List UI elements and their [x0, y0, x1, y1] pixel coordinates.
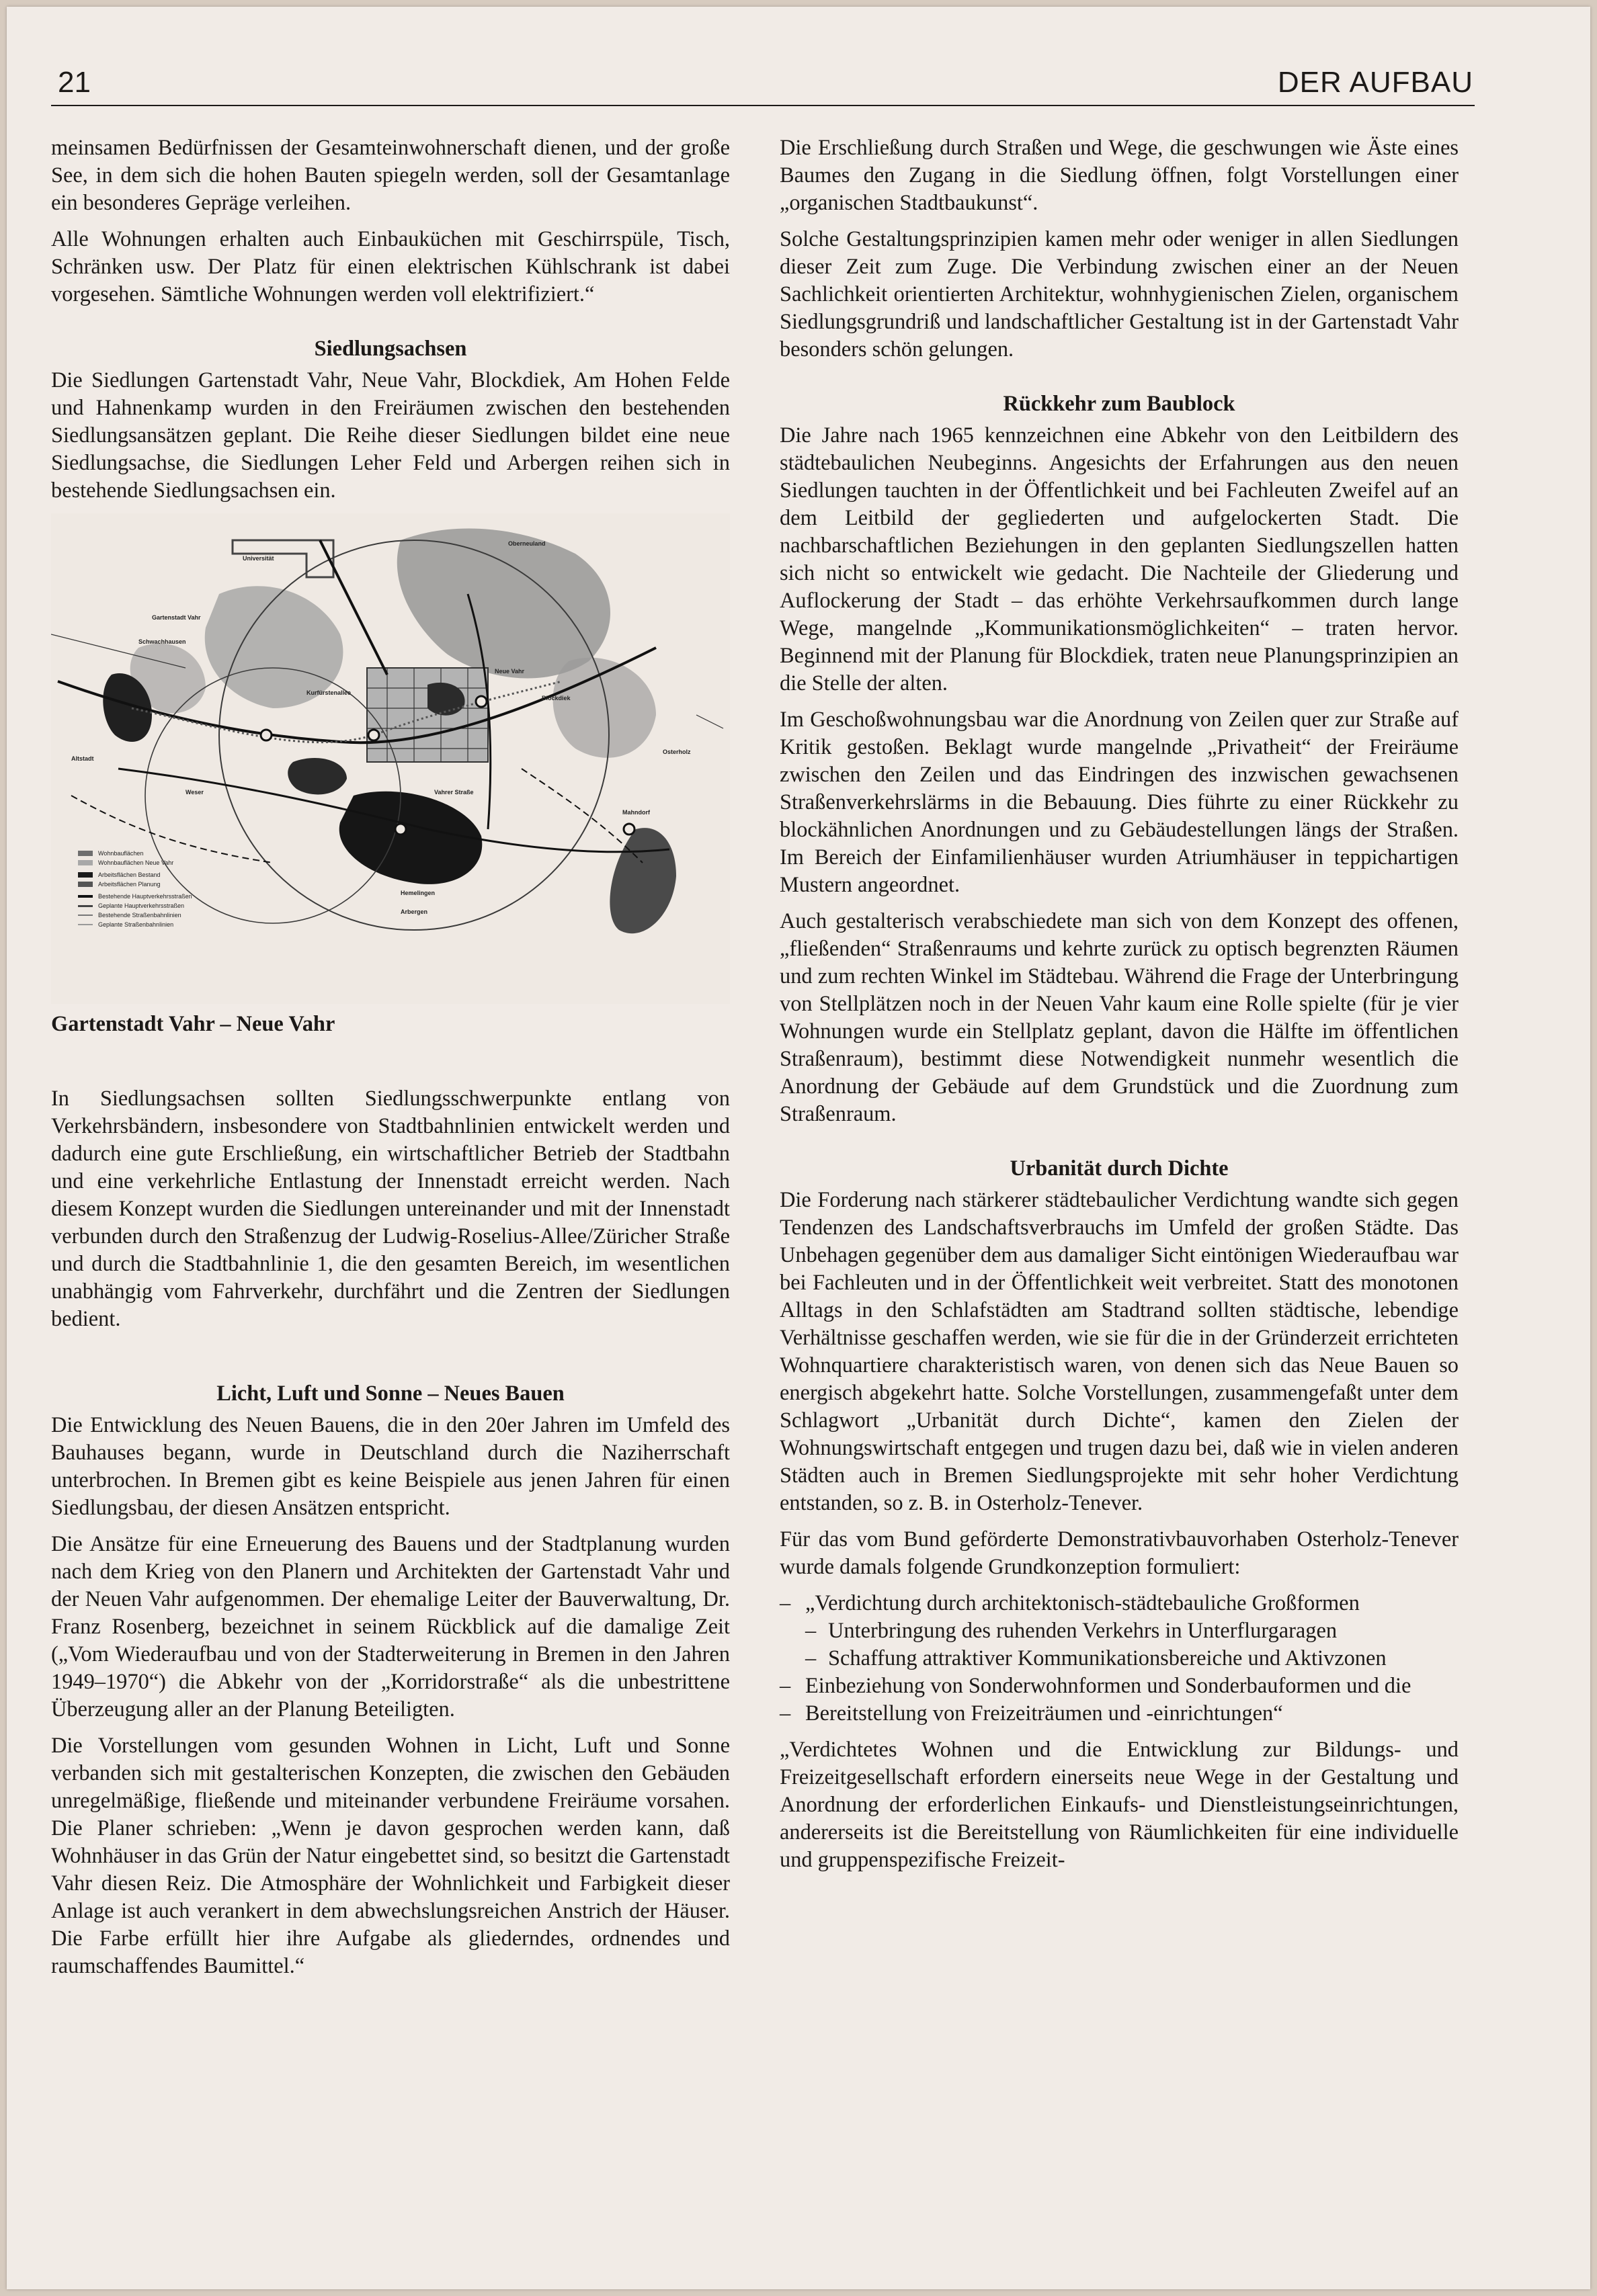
paragraph: Auch gestalterisch verabschiedete man sich von dem Konzept des offenen, „fließenden“ Straßenraums und kehrte zurück zu optisch begrenzten Räumen und zum rechten Winkel im Städtebau. Während die Frage der Unterbringung von Stellplätzen noch in der Neuen Vahr kaum eine Rolle spielte (für je vier Wohnungen wurde ein Stellplatz geplant, davon die Hälfte im öffentlichen Straßenraum), bestimmt diese Notwendigkeit nunmehr wesentlich die Anordnung der Gebäude auf dem Grundstück und die Zuordnung zum Straßenraum. — [780, 909, 1459, 1126]
neue-vahr-block — [367, 668, 488, 762]
left-column — [51, 134, 730, 1989]
list-item: – Einbeziehung von Sonderwohnformen und Sonderbauformen und die — [780, 1672, 1459, 1700]
paragraph: Die Vorstellungen vom gesunden Wohnen in Licht, Luft und Sonne verbanden sich mit gestalterischen Konzepten, die zwischen den Gebäuden unregelmäßige, fließende und miteinander verbundene Freiräume vorsahen. Die Planer schrieben: „Wenn je davon gesprochen werden kann, daß Wohnhäuser in das Grün der Natur eingebettet sind, so besitzt die Gartenstadt Vahr diesen Reiz. Die Atmosphäre der Wohnlichkeit und Farbigkeit dieser Anlage ist auch verankert in dem abwechslungsreichen Anstrich der Häuser. Die Farbe erfüllt hier ihre Aufgabe als gliederndes, ordnendes und raumschaffendes Baumittel.“ — [51, 1734, 730, 1978]
legend-item — [78, 859, 253, 867]
paragraph: Für das vom Bund geförderte Demonstrativbauvorhaben Osterholz-Tenever wurde damals folgende Grundkonzeption formuliert: — [780, 1527, 1459, 1579]
map-label-altstadt: Altstadt — [71, 755, 94, 762]
right-column — [780, 134, 1459, 1883]
paragraph: Die Jahre nach 1965 kennzeichnen eine Abkehr von den Leitbildern des städtebaulichen Neubeginns. Angesichts der Erfahrungen aus den neuen Siedlungen tauchten in der Öffentlichkeit und bei Fachleuten Zweifel auf an dem Leitbild der gegliederten und aufgelockerten Stadt. Die nachbarschaftlichen Beziehungen in den geplanten Siedlungszellen hatten sich nicht so entwickelt wie gedacht. Die Nachteile der Gliederung und Auflockerung der Stadt – das erhöhte Verkehrsaufkommen durch lange Wege, mangelnde „Kommunikationsmöglichkeiten“ – traten hervor. Beginnend mit der Planung für Blockdiek, traten neue Planungsprinzipien an die Stelle der alten. — [780, 423, 1459, 695]
legend-item — [78, 902, 253, 910]
figure-caption: Gartenstadt Vahr – Neue Vahr — [51, 1012, 335, 1036]
running-header — [51, 63, 1475, 106]
paragraph: Solche Gestaltungsprinzipien kamen mehr oder weniger in allen Siedlungen dieser Zeit zum Zuge. Die Verbindung zwischen einer an der Neuen Sachlichkeit orientierten Architektur, wohnhygienischen Zielen, organischem Siedlungsgrundriß und landschaftlicher Gestaltung ist in der Gartenstadt Vahr besonders schön gelungen. — [780, 227, 1459, 362]
paragraph: In Siedlungsachsen sollten Siedlungsschwerpunkte entlang von Verkehrsbändern, insbesondere von Stadtbahnlinien entwickelt werden und dadurch eine gute Erschließung, ein wirtschaftlicher Betrieb der Stadtbahn und eine verkehrliche Entlastung der Innenstadt erreicht werden. Nach diesem Konzept wurden die Siedlungen untereinander und mit der Innenstadt verbunden durch den Straßenzug der Ludwig-Roselius-Allee/Züricher Straße und durch die Stadtbahnlinie 1, die den gesamten Bereich, im wesentlichen unabhängig vom Fahrverkehr, durchfährt und die Zentren der Siedlungen bedient. — [51, 1087, 730, 1331]
legend-swatch — [78, 872, 93, 878]
list-item: – Bereitstellung von Freizeiträumen und -einrichtungen“ — [780, 1700, 1459, 1728]
map-label-hemelingen: Hemelingen — [401, 890, 436, 896]
map-label-weser: Weser — [186, 789, 204, 796]
legend-item — [78, 880, 253, 888]
map-label-universitaet: Universität — [243, 555, 274, 562]
legend-item — [78, 921, 253, 929]
list-item: – Unterbringung des ruhenden Verkehrs in Unterflurgaragen — [780, 1617, 1459, 1645]
legend-swatch — [78, 851, 93, 856]
map-label-neue-vahr: Neue Vahr — [495, 668, 525, 675]
legend-swatch — [78, 895, 93, 898]
map-legend — [78, 849, 253, 930]
map-label-kurfuerstenallee: Kurfürstenallee — [306, 689, 352, 696]
legend-label: Bestehende Straßenbahnlinien — [98, 912, 181, 919]
map-label-oberneuland: Oberneuland — [508, 540, 546, 547]
paragraph: Die Erschließung durch Straßen und Wege, die geschwungen wie Äste eines Baumes den Zugang in die Siedlung öffnen, folgt Vorstellungen einer „organischen Stadtbaukunst“. — [780, 136, 1459, 215]
list-item: – Schaffung attraktiver Kommunikationsbereiche und Aktivzonen — [780, 1645, 1459, 1672]
journal-title: DER AUFBAU — [1277, 66, 1473, 99]
document-page — [7, 7, 1590, 2289]
map-figure — [51, 513, 730, 1004]
legend-swatch — [78, 860, 93, 865]
paragraph: Die Forderung nach stärkerer städtebaulicher Verdichtung wandte sich gegen Tendenzen des Landschaftsverbrauchs im Umfeld der großen Städte. Das Unbehagen gegenüber dem aus damaliger Sicht eintönigen Wiederaufbau war bei Fachleuten und in der Öffentlichkeit weit verbreitet. Statt des monotonen Alltags in den Schlafstädten am Stadtrand sollten städtische, lebendige Verhältnisse geschaffen werden, wie sie für die in der Gründerzeit errichteten Wohnquartiere charakteristisch waren, von denen sich das Neue Bauen so energisch abgekehrt hatte. Solche Vorstellungen, zusammengefaßt unter dem Schlagwort „Urbanität durch Dichte“, kamen den Zielen der Wohnungswirtschaft entgegen und trugen dazu bei, daß wie in vielen anderen Städten auch in Bremen Siedlungsprojekte mit sehr hoher Verdichtung entstanden, so z. B. in Osterholz-Tenever. — [780, 1188, 1459, 1515]
legend-item — [78, 911, 253, 919]
legend-item — [78, 892, 253, 900]
section-heading-rueckkehr-zum-baublock: Rückkehr zum Baublock — [1003, 392, 1235, 416]
map-label-gartenstadt-vahr: Gartenstadt Vahr — [152, 614, 201, 621]
paragraph: Die Ansätze für eine Erneuerung des Bauens und der Stadtplanung wurden nach dem Krieg von den Planern und Architekten der Gartenstadt Vahr und der Neuen Vahr aufgenommen. Der ehemalige Leiter der Bauverwaltung, Dr. Franz Rosenberg, bezeichnet in seinem Rückblick auf die damalige Zeit („Vom Wiederaufbau und von der Stadterweiterung in Bremen in den Jahren 1949–1970“) die Abkehr von der „Korridorstraße“ als die unbestrittene Überzeugung aller an der Planung Beteiligten. — [51, 1532, 730, 1721]
section-heading-licht-luft-sonne: Licht, Luft und Sonne – Neues Bauen — [216, 1381, 565, 1406]
map-graphic — [51, 513, 730, 1004]
concept-list — [780, 1590, 1459, 1728]
legend-item — [78, 849, 253, 857]
list-item: – „Verdichtung durch architektonisch-städtebauliche Großformen — [780, 1590, 1459, 1617]
legend-swatch — [78, 882, 93, 887]
page-number: 21 — [58, 66, 91, 99]
map-label-vahrer-strasse: Vahrer Straße — [434, 789, 474, 796]
map-label-arbergen: Arbergen — [401, 908, 428, 915]
legend-label: Wohnbauflächen — [98, 850, 144, 857]
legend-swatch — [78, 905, 93, 907]
paragraph: Im Geschoßwohnungsbau war die Anordnung von Zeilen quer zur Straße auf Kritik gestoßen. Beklagt wurde mangelnde „Privatheit“ der Freiräume zwischen den Zeilen und das Eindringen des inzwischen gewachsenen Straßenverkehrslärms in die Bebauung. Dies führte zu einer Rückkehr zu blockähnlichen Anordnungen und zu Gebäudestellungen längs der Straßen. Im Bereich der Einfamilienhäuser wurden Atriumhäuser in teppichartigen Mustern angeordnet. — [780, 708, 1459, 897]
paragraph: Die Entwicklung des Neuen Bauens, die in den 20er Jahren im Umfeld des Bauhauses begann, wurde in Deutschland durch die Naziherrschaft unterbrochen. In Bremen gibt es keine Beispiele aus jenen Jahren für einen Siedlungsbau, der diesen Ansätzen entspricht. — [51, 1413, 730, 1520]
paragraph: meinsamen Bedürfnissen der Gesamteinwohnerschaft dienen, und der große See, in dem sich die hohen Bauten spiegeln werden, soll der Gesamtanlage ein besonderes Gepräge verleihen. — [51, 136, 730, 215]
legend-label: Arbeitsflächen Planung — [98, 881, 161, 888]
paragraph: Die Siedlungen Gartenstadt Vahr, Neue Vahr, Blockdiek, Am Hohen Felde und Hahnenkamp wurden in den Freiräumen zwischen den bestehenden Siedlungsansätzen geplant. Die Reihe dieser Siedlungen bildet eine neue Siedlungsachse, die Siedlungen Leher Feld und Arbergen reihen sich in bestehende Siedlungsachsen ein. — [51, 368, 730, 503]
map-label-schwachhausen: Schwachhausen — [138, 638, 186, 645]
legend-label: Bestehende Hauptverkehrsstraßen — [98, 893, 192, 900]
section-heading-urbanitaet-durch-dichte: Urbanität durch Dichte — [1010, 1156, 1229, 1181]
map-label-blockdiek: Blockdiek — [542, 695, 571, 701]
paragraph: Alle Wohnungen erhalten auch Einbauküchen mit Geschirrspüle, Tisch, Schränken usw. Der Platz für einen elektrischen Kühlschrank ist dabei vorgesehen. Sämtliche Wohnungen werden voll elektrifiziert.“ — [51, 227, 730, 306]
legend-label: Arbeitsflächen Bestand — [98, 871, 161, 878]
legend-label: Wohnbauflächen Neue Vahr — [98, 859, 174, 866]
map-label-mahndorf: Mahndorf — [622, 809, 650, 816]
paragraph: „Verdichtetes Wohnen und die Entwicklung zur Bildungs- und Freizeitgesellschaft erfordern einerseits neue Wege in der Gestaltung und Anordnung der erforderlichen Einkaufs- und Dienstleistungseinrichtungen, andererseits ist die Bereitstellung von Räumlichkeiten für eine individuelle und gruppenspezifische Freizeit- — [780, 1738, 1459, 1872]
legend-swatch — [78, 924, 93, 925]
legend-swatch — [78, 915, 93, 916]
map-label-osterholz: Osterholz — [663, 749, 691, 755]
section-heading-siedlungsachsen: Siedlungsachsen — [314, 337, 467, 361]
legend-label: Geplante Hauptverkehrsstraßen — [98, 902, 185, 909]
legend-label: Geplante Straßenbahnlinien — [98, 921, 174, 928]
legend-item — [78, 871, 253, 879]
